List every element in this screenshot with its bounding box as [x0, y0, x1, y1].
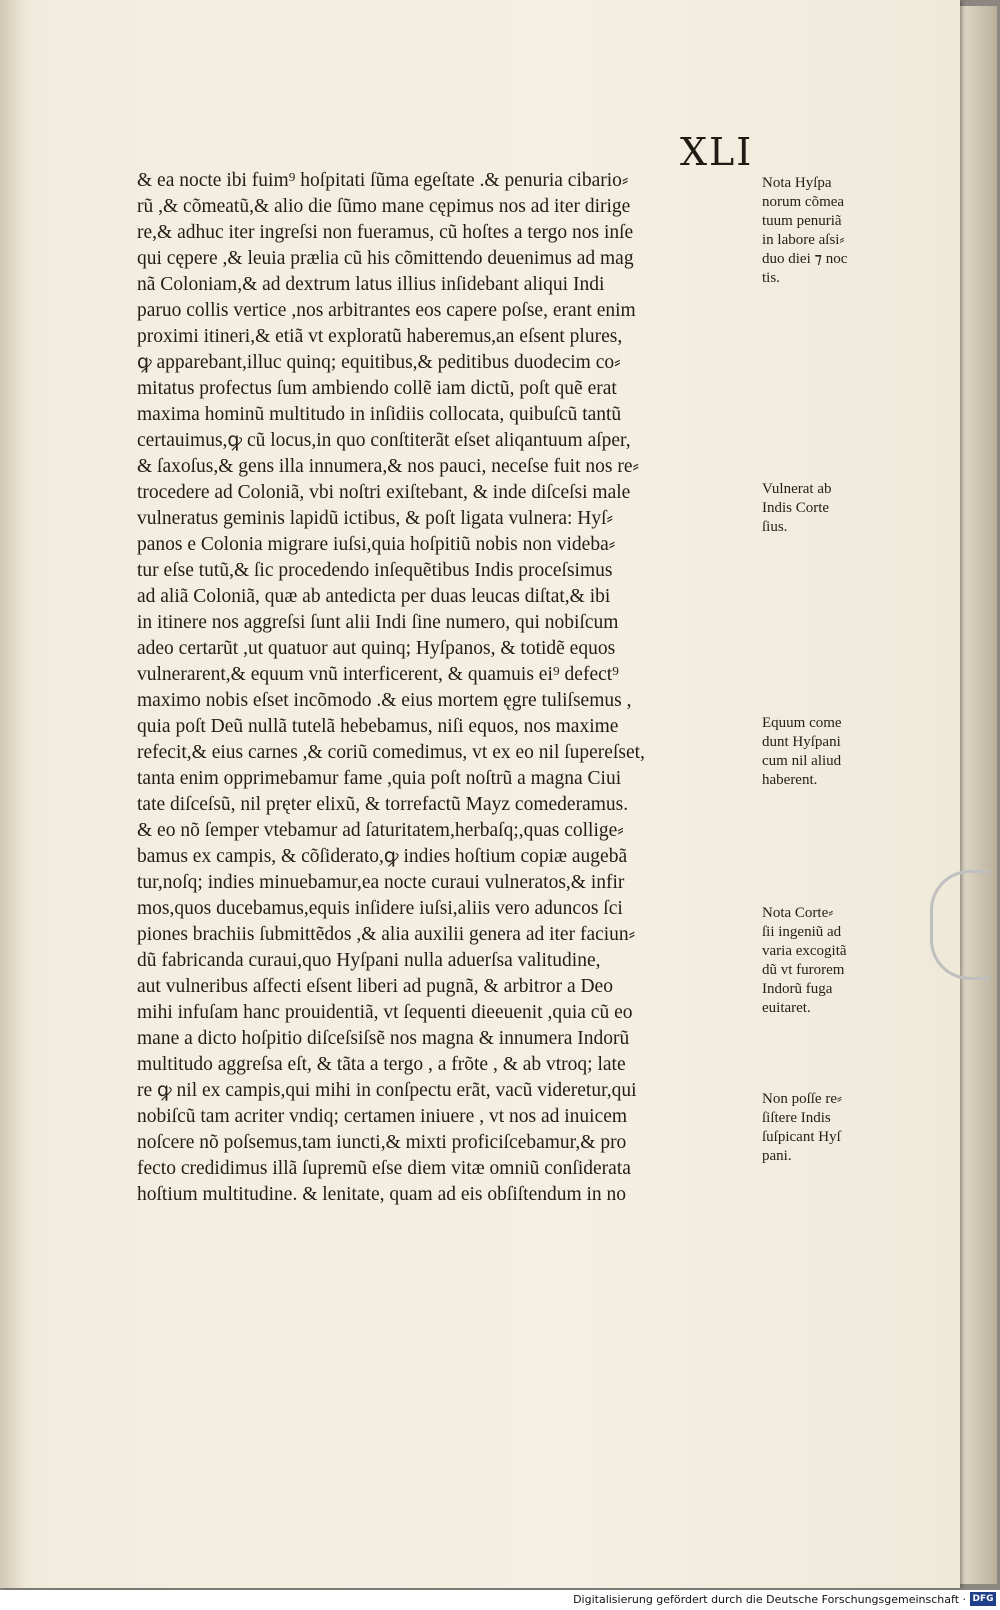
text-line: ad aliã Coloniã, quæ ab antedicta per duas leucas diſtat,& ibi: [137, 586, 611, 607]
marginal-note: [762, 904, 894, 1018]
paper-clip: [930, 870, 990, 980]
marginal-note: [762, 714, 894, 790]
text-line: paruo collis vertice ,nos arbitrantes eos capere poſse, erant enim: [137, 300, 636, 321]
marginal-note: [762, 174, 894, 288]
marginal-note-line: cum nil aliud: [762, 753, 842, 769]
text-line: & ſaxoſus,& gens illa innumera,& nos pauci, neceſse fuit nos re⸗: [137, 456, 640, 477]
marginal-note-line: varia excogitã: [762, 943, 847, 959]
text-line: dũ fabricanda curaui,quo Hyſpani nulla aduerſsa valitudine,: [137, 950, 601, 971]
text-line: maximo nobis eſset incõmodo .& eius mortem ęgre tuliſsemus ,: [137, 690, 632, 711]
text-line: vulnerarent,& equum vnũ interficerent, & quamuis ei⁹ defect⁹: [137, 664, 619, 685]
text-line: noſcere nõ poſsemus,tam iuncti,& mixti proficiſcebamur,& pro: [137, 1132, 627, 1153]
marginal-note-line: pani.: [762, 1148, 792, 1164]
marginal-note-line: ſiſtere Indis: [762, 1110, 831, 1126]
marginal-note-line: Indorũ fuga: [762, 981, 833, 997]
marginal-note-line: ſuſpicant Hyſ: [762, 1129, 841, 1145]
text-line: re ꝙ nil ex campis,qui mihi in conſpectu erãt, vacũ videretur,qui: [137, 1080, 637, 1101]
text-line: tur eſse tutũ,& ſic procedendo inſequẽtibus Indis proceſsimus: [137, 560, 613, 581]
marginal-note-line: duo diei ⁊ noc: [762, 251, 848, 267]
text-line: aut vulneribus aſfecti eſsent liberi ad pugnã, & arbitror a Deo: [137, 976, 613, 997]
text-line: trocedere ad Coloniã, vbi noſtri exiſtebant, & inde diſceſsi male: [137, 482, 631, 503]
marginal-note-line: tis.: [762, 270, 780, 286]
marginal-note-line: Nota Corte⸗: [762, 905, 834, 921]
marginal-note-line: dũ vt furorem: [762, 962, 845, 978]
dfg-logo: DFG: [970, 1592, 996, 1606]
text-line: rũ ,& cõmeatũ,& alio die ſũmo mane cępimus nos ad iter dirige: [137, 196, 631, 217]
marginal-note-line: norum cõmea: [762, 194, 845, 210]
text-line: fecto credidimus illã ſupremũ eſse diem vitæ omniũ conſiderata: [137, 1158, 631, 1179]
text-line: nobiſcũ tam acriter vndiq; certamen iniuere , vt nos ad inuicem: [137, 1106, 628, 1127]
text-line: mitatus profectus ſum ambiendo collẽ iam dictũ, poſt quẽ erat: [137, 378, 617, 399]
marginal-note-line: tuum penuriã: [762, 213, 842, 229]
marginal-note-line: dunt Hyſpani: [762, 734, 841, 750]
text-line: & ea nocte ibi fuim⁹ hoſpitati ſũma egeſtate .& penuria cibario⸗: [137, 170, 629, 191]
marginal-note-line: in labore aſsi⸗: [762, 232, 845, 248]
footer-bar: [0, 1590, 1000, 1610]
text-line: tate diſceſsũ, nil pręter elixũ, & torrefactũ Mayz comederamus.: [137, 794, 629, 815]
text-line: ꝙ apparebant,illuc quinq; equitibus,& peditibus duodecim co⸗: [137, 352, 621, 373]
text-line: maxima hominũ multitudo in inſidiis collocata, quibuſcũ tantũ: [137, 404, 622, 425]
marginal-note-line: Non poſſe re⸗: [762, 1091, 842, 1107]
text-line: in itinere nos aggreſsi ſunt alii Indi ſine numero, qui nobiſcum: [137, 612, 619, 633]
text-line: vulneratus geminis lapidũ ictibus, & poſt ligata vulnera: Hyſ⸗: [137, 508, 614, 529]
marginal-note-line: Equum come: [762, 715, 842, 731]
text-line: & eo nõ ſemper vtebamur ad ſaturitatem,herbaſq;,quas collige⸗: [137, 820, 624, 841]
page-gutter: [0, 0, 26, 1588]
marginal-note-line: haberent.: [762, 772, 818, 788]
marginal-note: [762, 1090, 894, 1166]
marginal-note-line: Indis Corte: [762, 500, 830, 516]
funding-credit: Digitalisierung gefördert durch die Deutsche Forschungsgemeinschaft ·: [573, 1593, 966, 1606]
text-line: bamus ex campis, & cõſiderato,ꝙ indies hoſtium copiæ augebã: [137, 846, 628, 867]
text-line: certauimus,ꝙ cũ locus,in quo conſtiterãt eſset aliqantuum aſper,: [137, 430, 631, 451]
text-line: refecit,& eius carnes ,& coriũ comedimus, vt ex eo nil ſupereſset,: [137, 742, 645, 763]
text-line: tur,noſq; indies minuebamur,ea nocte curaui vulneratos,& infir: [137, 872, 625, 893]
text-line: qui cępere ,& leuia prælia cũ his cõmittendo deuenimus ad mag: [137, 248, 634, 269]
text-line: quia poſt Deũ nullã tutelã hebebamus, niſi equos, nos maxime: [137, 716, 619, 737]
folio-number: XLI: [680, 130, 754, 174]
text-line: nã Coloniam,& ad dextrum latus illius inſidebant aliqui Indi: [137, 274, 605, 295]
text-line: piones brachiis ſubmittẽdos ,& alia auxilii genera ad iter faciun⸗: [137, 924, 636, 945]
text-line: re,& adhuc iter ingreſsi non fueramus, cũ hoſtes a tergo nos inſe: [137, 222, 634, 243]
text-line: mos,quos ducebamus,equis inſidere iuſsi,aliis vero aduncos ſci: [137, 898, 623, 919]
marginal-note-line: Nota Hyſpa: [762, 175, 832, 191]
marginal-note-line: Vulnerat ab: [762, 481, 832, 497]
text-line: adeo certarũt ,ut quatuor aut quinq; Hyſpanos, & totidẽ equos: [137, 638, 616, 659]
text-line: panos e Colonia migrare iuſsi,quia hoſpitiũ nobis non videba⸗: [137, 534, 616, 555]
text-line: multitudo aggreſsa eſt, & tãta a tergo , a frõte , & ab vtroq; late: [137, 1054, 626, 1075]
marginal-note: [762, 480, 894, 537]
marginal-note-line: ſii ingeniũ ad: [762, 924, 842, 940]
text-line: tanta enim opprimebamur fame ,quia poſt noſtrũ a magna Ciui: [137, 768, 622, 789]
text-line: mane a dicto hoſpitio diſceſsiſsẽ nos magna & innumera Indorũ: [137, 1028, 630, 1049]
text-line: hoſtium multitudine. & lenitate, quam ad eis obſiſtendum in no: [137, 1184, 627, 1205]
text-line: proximi itineri,& etiã vt exploratũ haberemus,an eſsent plures,: [137, 326, 623, 347]
marginal-note-line: euitaret.: [762, 1000, 811, 1016]
marginal-note-line: ſius.: [762, 519, 788, 535]
main-text-block: [137, 168, 757, 1208]
text-line: mihi infuſam hanc prouidentiã, vt ſequenti dieeuenit ,quia cũ eo: [137, 1002, 633, 1023]
